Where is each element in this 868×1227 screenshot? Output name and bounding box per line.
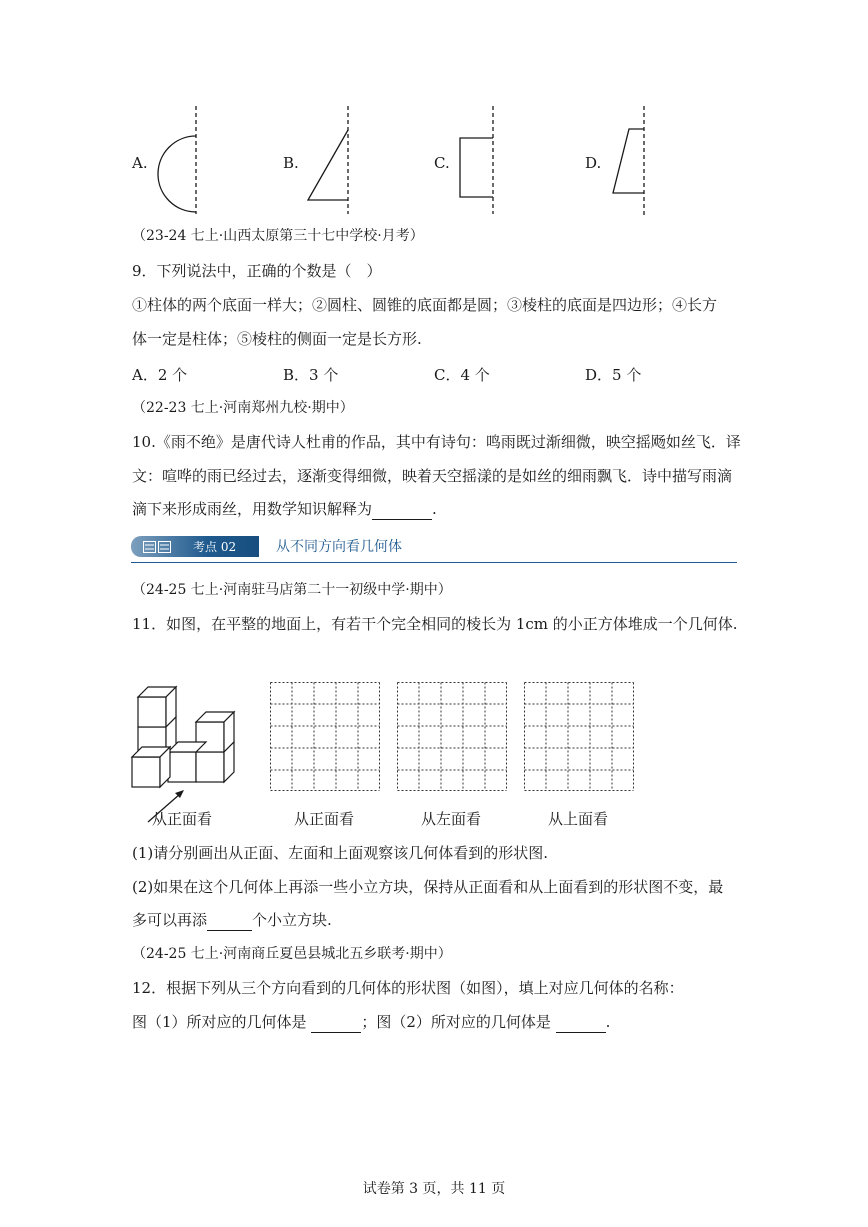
- q10-line-2: 文：喧哗的雨已经过去，逐渐变得细微，映着天空摇漾的是如丝的细雨飘飞．诗中描写雨滴: [132, 467, 733, 485]
- book-icon: [143, 541, 171, 553]
- q9-source: （23-24 七上·山西太原第三十七中学校·月考）: [132, 228, 424, 244]
- q8-option-b-figure: [300, 104, 360, 216]
- q8-option-a-figure: [150, 104, 210, 216]
- q8-option-d-label: D.: [585, 154, 602, 172]
- q9-option-c: C．4 个: [434, 366, 490, 384]
- section-title: 从不同方向看几何体: [276, 539, 402, 555]
- q8-option-c-label: C.: [434, 154, 450, 172]
- q11-grid-left: [397, 682, 509, 792]
- q11-part-2-line-1: (2)如果在这个几何体上再添一些小立方块，保持从正面看和从上面看到的形状图不变，最: [132, 878, 724, 896]
- q11-part-2-text: 多可以再添: [132, 911, 208, 929]
- q10-line-3-end: .: [432, 500, 437, 518]
- q12-fill-end: .: [605, 1013, 611, 1031]
- q9-statement-line-1: ①柱体的两个底面一样大；②圆柱、圆锥的底面都是圆；③棱柱的底面是四边形；④长方: [132, 296, 718, 314]
- q11-cube-stack-figure: [128, 682, 240, 826]
- q9-stem: 9．下列说法中，正确的个数是（ ）: [132, 262, 382, 280]
- q12-source: （24-25 七上·河南商丘夏邑县城北五乡联考·期中）: [132, 946, 452, 962]
- q12-fill-sep-text: ；图（2）所对应的几何体是: [361, 1013, 551, 1031]
- q11-caption-top: 从上面看: [548, 810, 609, 828]
- q11-caption-left: 从左面看: [421, 810, 482, 828]
- q11-source: （24-25 七上·河南驻马店第二十一初级中学·期中）: [132, 582, 452, 598]
- q11-grid-top: [524, 682, 636, 792]
- q10-line-1: 10.《雨不绝》是唐代诗人杜甫的作品，其中有诗句：鸣雨既过渐细微，映空摇飏如丝飞．译: [132, 433, 741, 451]
- section-divider: [131, 562, 737, 563]
- q11-part-1: (1)请分别画出从正面、左面和上面观察该几何体看到的形状图.: [132, 844, 549, 862]
- q8-option-a-label: A.: [132, 154, 148, 172]
- q9-option-d: D．5 个: [585, 366, 642, 384]
- q10-answer-blank[interactable]: [372, 499, 432, 520]
- page-footer: 试卷第 3 页，共 11 页: [362, 1181, 506, 1197]
- section-tag-label: 考点 02: [193, 540, 237, 554]
- q10-source: （22-23 七上·河南郑州九校·期中）: [132, 400, 354, 416]
- q9-option-b: B．3 个: [283, 366, 339, 384]
- q11-arrow-caption: 从正面看: [152, 810, 213, 828]
- q12-stem: 12．根据下列从三个方向看到的几何体的形状图（如图），填上对应几何体的名称：: [132, 979, 684, 997]
- q12-fill-a-text: 图（1）所对应的几何体是: [132, 1013, 307, 1031]
- q11-part-2-line-2: [132, 910, 332, 931]
- q11-grid-front: [270, 682, 382, 792]
- q11-part-2-end: 个小立方块.: [252, 911, 332, 929]
- q11-answer-blank[interactable]: [207, 910, 252, 931]
- q8-option-d-figure: [605, 104, 665, 220]
- q12-fill-line: [132, 1012, 610, 1033]
- q10-line-3: [132, 499, 437, 520]
- q8-option-b-label: B.: [283, 154, 299, 172]
- q11-stem: 11．如图，在平整的地面上，有若干个完全相同的棱长为 1cm 的小正方体堆成一个几何体.: [132, 615, 738, 633]
- q8-option-c-figure: [455, 104, 515, 216]
- q12-answer-blank-1[interactable]: [311, 1012, 361, 1033]
- q10-line-3-text: 滴下来形成雨丝，用数学知识解释为: [132, 500, 373, 518]
- q9-option-a: A．2 个: [132, 366, 188, 384]
- q12-answer-blank-2[interactable]: [556, 1012, 606, 1033]
- section-tag: [131, 536, 259, 557]
- q11-caption-front: 从正面看: [294, 810, 355, 828]
- q9-statement-line-2: 体一定是柱体；⑤棱柱的侧面一定是长方形.: [132, 330, 422, 348]
